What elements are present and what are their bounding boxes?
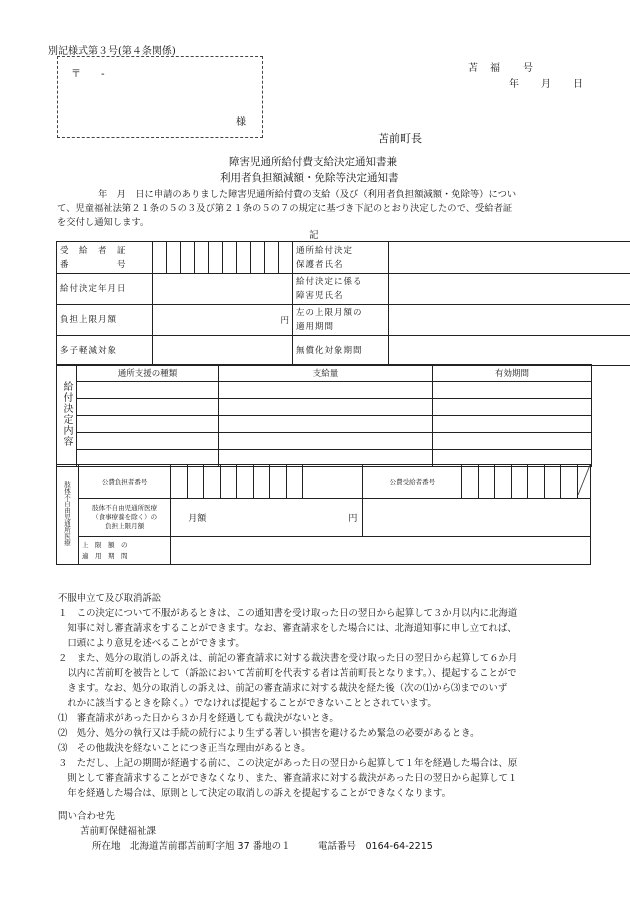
digit-cell[interactable] <box>167 242 181 274</box>
decision-date-label: 給付決定年月日 <box>57 274 153 305</box>
slash-mark <box>578 465 590 495</box>
digit-cell[interactable] <box>237 242 251 274</box>
amount-cell[interactable] <box>219 433 433 450</box>
valid-cell[interactable] <box>433 416 592 433</box>
decision-content-table <box>56 364 592 467</box>
payer-digit[interactable] <box>286 465 302 499</box>
service-cell[interactable] <box>77 399 219 416</box>
note-line: れかに該当するときを除く。）でなければ提起することができないこととされています。 <box>58 698 437 709</box>
note-line: きます。なお、処分の取消しの訴えは、前記の審査請求に対する裁決を経た後（次の⑴から⑶までのいず <box>58 683 508 694</box>
intro-line-3: を交付し通知します。 <box>57 217 150 228</box>
payer-digit[interactable] <box>171 465 187 499</box>
digit-cell[interactable] <box>153 242 167 274</box>
payer-digit[interactable] <box>253 465 269 499</box>
address-box <box>57 56 263 138</box>
cap-period-label: 左の上限月額の 適用期間 <box>293 305 389 336</box>
cap-amount-field[interactable] <box>153 305 293 336</box>
service-cell[interactable] <box>77 433 219 450</box>
limit-period-field[interactable] <box>171 537 591 565</box>
guardian-name-label: 通所給付決定 保護者氏名 <box>293 242 389 274</box>
multi-child-label: 多子軽減対象 <box>57 336 153 366</box>
amount-cell[interactable] <box>219 382 433 399</box>
child-name-field[interactable] <box>389 274 630 305</box>
yen-unit: 円 <box>280 316 289 326</box>
recipient-digit[interactable] <box>528 465 544 499</box>
contact-address: 所在地 北海道苫前郡苫前町字旭 37 番地の１ <box>92 841 291 852</box>
recipient-number-label: 受 給 者 証 番 号 <box>57 242 153 274</box>
note-line: 年を経過した場合は、原則として決定の取消しの訴えを提起することができなくなります。 <box>58 788 452 799</box>
medical-cap-blank <box>363 499 591 537</box>
title-line-1: 障害児通所給付費支給決定通知書兼 <box>229 156 397 168</box>
form-label: 別記様式第３号(第４条関係) <box>48 46 176 57</box>
note-line: ⑴ 審査請求があった日から３か月を経過しても裁決がないとき。 <box>58 713 339 724</box>
recipient-digit[interactable] <box>478 465 494 499</box>
public-recipient-label: 公費受給者番号 <box>363 465 462 499</box>
payer-digit[interactable] <box>204 465 220 499</box>
recipient-digit[interactable] <box>511 465 527 499</box>
amount-cell[interactable] <box>219 399 433 416</box>
cap-period-field[interactable] <box>389 305 630 336</box>
appeal-notes <box>58 591 598 801</box>
document-number: 苫 福 号 <box>468 63 534 74</box>
decision-date-field[interactable] <box>153 274 293 305</box>
recipient-digit[interactable] <box>561 465 577 499</box>
note-line: １ この決定について不服があるときは、この通知書を受け取った日の翌日から起算して３か月以内に北海道 <box>58 608 518 619</box>
intro-line-2: て、児童福祉法第２１条の５の３及び第２１条の５の７の規定に基づき下記のとおり決定したので、受給者証 <box>57 203 513 214</box>
service-cell[interactable] <box>77 416 219 433</box>
intro-line-1: 年 月 日に申請のありました障害児通所給付費の支給（及び（利用者負担額減額・免除等）につい <box>98 189 517 200</box>
valid-period-header: 有効期間 <box>433 365 592 382</box>
limit-period-label: 上 限 額 の 適 用 期 間 <box>78 537 170 565</box>
public-payer-label: 公費負担者番号 <box>78 465 170 499</box>
note-line: 知事に対し審査請求をすることができます。なお、審査請求をした場合には、北海道知事に申し立てれば、 <box>58 623 517 634</box>
digit-cell[interactable] <box>251 242 265 274</box>
note-line: 口頭により意見を述べることができます。 <box>58 638 245 649</box>
cap-amount-label: 負担上限月額 <box>57 305 153 336</box>
contact-heading: 問い合わせ先 <box>58 811 116 822</box>
payer-digit[interactable] <box>220 465 236 499</box>
note-line: ３ ただし、上記の期間が経過する前に、この決定があった日の翌日から起算して１年を経過した場合は、原 <box>58 758 518 769</box>
amount-cell[interactable] <box>219 416 433 433</box>
address-suffix: 様 <box>236 117 246 128</box>
amount-header: 支給量 <box>219 365 433 382</box>
monthly-label: 月額 <box>188 514 207 524</box>
service-cell[interactable] <box>77 382 219 399</box>
title-line-2: 利用者負担額減額・免除等決定通知書 <box>220 172 399 184</box>
recipient-digit[interactable] <box>495 465 511 499</box>
service-type-header: 通所支援の種類 <box>77 365 219 382</box>
medical-table <box>56 464 591 565</box>
yen-unit: 円 <box>348 514 358 524</box>
valid-cell[interactable] <box>433 399 592 416</box>
decision-table <box>56 241 630 366</box>
free-period-label: 無償化対象期間 <box>293 336 389 366</box>
decision-content-label: 給付決定内容 <box>57 365 77 467</box>
multi-child-field[interactable] <box>153 336 293 366</box>
recipient-digit[interactable] <box>462 465 478 499</box>
contact-phone: 電話番号 0164-64-2215 <box>318 841 433 852</box>
issuer: 苫前町長 <box>378 132 422 145</box>
note-line: 以内に苫前町を被告として（訴訟において苫前町を代表する者は苫前町長となります。）、提起することがで <box>58 668 517 679</box>
free-period-field[interactable] <box>389 336 630 366</box>
medical-section-label: 肢体不自由児通所医療 <box>57 465 79 565</box>
payer-digit[interactable] <box>270 465 286 499</box>
payer-digit[interactable] <box>187 465 203 499</box>
note-line: ２ また、処分の取消しの訴えは、前記の審査請求に対する裁決書を受け取った日の翌日から起算して６か月 <box>58 653 518 664</box>
contact-dept: 苫前町保健福祉課 <box>80 826 157 837</box>
note-line: ⑵ 処分、処分の執行又は手続の続行により生ずる著しい損害を避けるため緊急の必要があるとき。 <box>58 728 480 739</box>
child-name-label: 給付決定に係る 障害児氏名 <box>293 274 389 305</box>
medical-cap-label: 肢体不自由児通所医療 （食事療養を除く）の 負担上限月額 <box>78 499 170 537</box>
medical-cap-field[interactable] <box>171 499 363 537</box>
digit-cell[interactable] <box>279 242 293 274</box>
ki-label: 記 <box>309 230 319 241</box>
recipient-digit[interactable] <box>577 465 590 499</box>
valid-cell[interactable] <box>433 433 592 450</box>
issue-date: 年 月 日 <box>509 79 589 90</box>
digit-cell[interactable] <box>209 242 223 274</box>
note-line: 則として審査請求することができなくなり、また、審査請求に対する裁決があった日の翌日から起算して１ <box>58 773 518 784</box>
digit-cell[interactable] <box>181 242 195 274</box>
payer-digit[interactable] <box>237 465 253 499</box>
digit-cell[interactable] <box>195 242 209 274</box>
digit-cell[interactable] <box>223 242 237 274</box>
note-line: ⑶ その他裁決を経ないことにつき正当な理由があるとき。 <box>58 743 311 754</box>
notes-heading: 不服申立て及び取消訴訟 <box>58 593 162 604</box>
recipient-digit[interactable] <box>544 465 560 499</box>
payer-spacer <box>303 465 363 499</box>
guardian-name-field[interactable] <box>389 242 630 274</box>
digit-cell[interactable] <box>265 242 279 274</box>
postal-mark: 〒 - <box>71 69 105 80</box>
valid-cell[interactable] <box>433 382 592 399</box>
